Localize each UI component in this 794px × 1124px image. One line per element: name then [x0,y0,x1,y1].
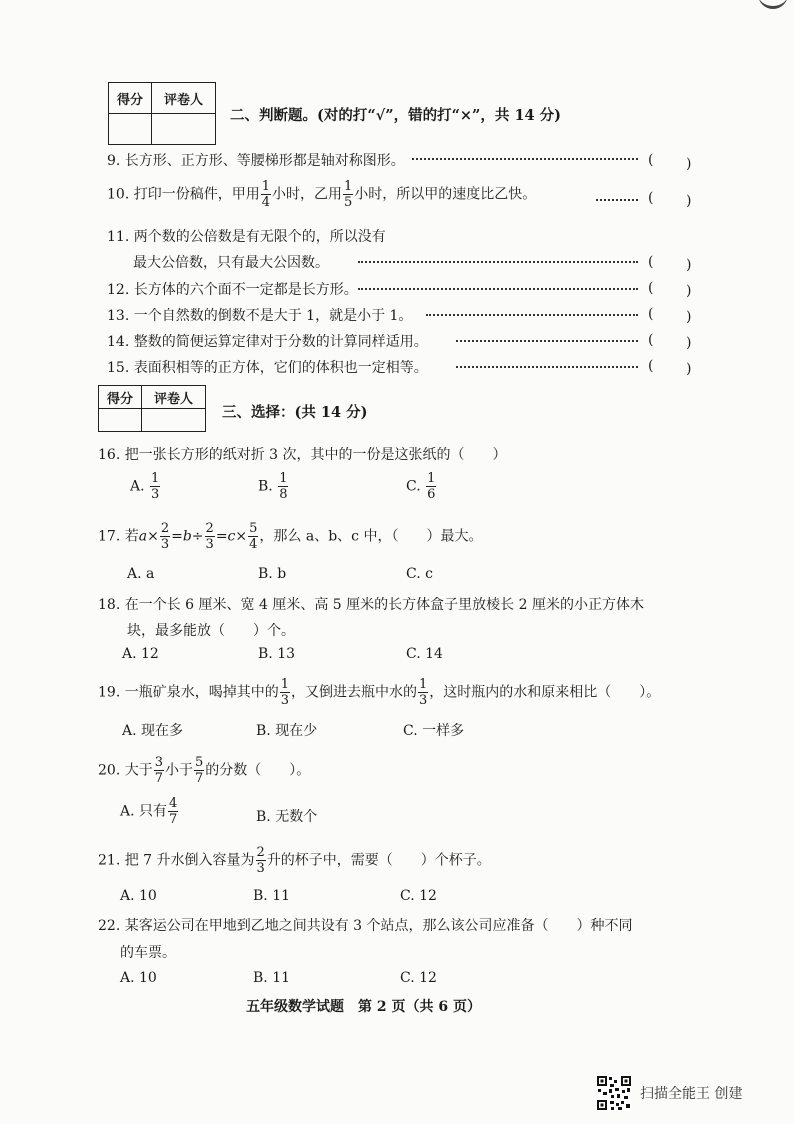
answer-paren-open: ( [648,332,654,348]
fraction: $\frac{5}{7}$ [195,755,204,786]
fraction: $\frac{5}{4}$ [249,521,258,552]
answer-paren-close: ) [686,193,692,209]
q22-text-line1: 22. 某客运公司在甲地到乙地之间共设有 3 个站点，那么该公司应准备（ ）种不同 [98,918,633,934]
answer-paren-open: ( [648,306,654,322]
q9-text: 9. 长方形、正方形、等腰梯形都是轴对称图形。 [107,153,405,169]
fraction: $\frac{1}{3}$ [419,677,428,708]
q11-text-line1: 11. 两个数的公倍数是有无限个的，所以没有 [107,229,386,245]
fraction: $\frac{3}{7}$ [154,755,163,786]
corner-mark [758,0,788,9]
q16-option-a[interactable]: A. $\frac{1}{3}$ [130,471,160,502]
answer-paren-open: ( [648,280,654,296]
fraction: $\frac{1}{6}$ [427,471,436,502]
q20-option-a[interactable]: A. 只有 $\frac{4}{7}$ [120,796,178,827]
section2-title: 二、判断题。(对的打“√”，错的打“×”，共 14 分) [230,107,562,124]
section3-title: 三、选择：(共 14 分) [222,404,368,421]
grader-cell[interactable] [152,114,216,145]
q14-text: 14. 整数的简便运算定律对于分数的计算同样适用。 [107,334,428,350]
q21-option-b[interactable]: B. 11 [253,888,291,904]
q16-text: 16. 把一张长方形的纸对折 3 次，其中的一份是这张纸的（ ） [98,447,507,463]
q16-option-b[interactable]: B. $\frac{1}{8}$ [258,471,288,502]
grader-cell[interactable] [142,409,206,432]
q10-part1: 10. 打印一份稿件，甲用 [107,186,260,203]
fraction: $\frac{1}{3}$ [280,677,289,708]
answer-paren-open: ( [648,358,654,374]
scanner-brand: 扫描全能王 创建 [640,1086,743,1102]
fraction: $\frac{1}{8}$ [279,471,288,502]
q10-text [107,180,536,209]
fraction: $\frac{2}{3}$ [256,845,265,876]
grader-label: 评卷人 [142,386,206,409]
answer-paren-close: ) [686,283,692,299]
q18-text-line1: 18. 在一个长 6 厘米、宽 4 厘米、高 5 厘米的长方体盒子里放棱长 2 厘米的小正方体木 [98,597,644,613]
q19-text: 19. 一瓶矿泉水，喝掉其中的 $\frac{1}{3}$ ，又倒进去瓶中水的 $\frac{1}{3}$ ，这时瓶内的水和原来相比（ ）。 [98,677,661,708]
q20-text: 20. 大于 $\frac{3}{7}$ 小于 $\frac{5}{7}$ 的分数（ ）。 [98,755,311,786]
q10-part2: 小时，乙用 [272,186,342,203]
leader-dots [358,288,638,290]
q18-option-c[interactable]: C. 14 [406,646,443,662]
grader-label: 评卷人 [152,83,216,114]
q22-option-a[interactable]: A. 10 [120,970,157,986]
q16-option-c[interactable]: C. $\frac{1}{6}$ [406,471,436,502]
q17-option-c[interactable]: C. c [406,566,433,582]
answer-paren-open: ( [648,190,654,206]
q18-option-b[interactable]: B. 13 [258,646,296,662]
q10-part3: 小时，所以甲的速度比乙快。 [354,186,537,203]
q13-text: 13. 一个自然数的倒数不是大于 1，就是小于 1。 [107,308,413,324]
answer-paren-open: ( [648,254,654,270]
leader-dots [456,340,638,342]
q12-text: 12. 长方体的六个面不一定都是长方形。 [107,282,358,298]
score-cell[interactable] [109,114,152,145]
fraction: $\frac{1}{3}$ [151,471,160,502]
q19-option-a[interactable]: A. 现在多 [122,723,184,739]
score-box-section3 [98,385,206,432]
q15-text: 15. 表面积相等的正方体，它们的体积也一定相等。 [107,360,428,376]
answer-paren-close: ) [686,335,692,351]
score-box-section2 [108,82,216,145]
answer-paren-close: ) [686,361,692,377]
answer-paren-open: ( [648,152,654,168]
q17-option-a[interactable]: A. a [127,566,155,582]
score-label: 得分 [99,386,142,409]
q19-option-b[interactable]: B. 现在少 [256,723,318,739]
leader-dots [358,261,638,263]
answer-paren-close: ) [686,309,692,325]
q17-option-b[interactable]: B. b [258,566,287,582]
fraction: $\frac{1}{4}$ [261,179,270,210]
q17-text: 17. 若a× $\frac{2}{3}$ =b÷ $\frac{2}{3}$ =c× $\frac{5}{4}$ ，那么 a、b、c 中，（ ）最大。 [98,521,483,552]
fraction: $\frac{1}{5}$ [344,179,353,210]
fraction: $\frac{2}{3}$ [160,521,170,552]
fraction: $\frac{4}{7}$ [169,796,178,827]
q22-option-b[interactable]: B. 11 [253,970,291,986]
q22-option-c[interactable]: C. 12 [400,970,437,986]
fraction: $\frac{2}{3}$ [205,521,214,552]
q21-option-c[interactable]: C. 12 [400,888,437,904]
answer-paren-close: ) [686,156,692,172]
q19-option-c[interactable]: C. 一样多 [403,723,465,739]
leader-dots [596,199,638,201]
q11-text-line2: 最大公倍数，只有最大公因数。 [133,255,329,271]
qr-code-icon [596,1075,632,1111]
leader-dots [426,314,638,316]
leader-dots [412,158,638,160]
q21-option-a[interactable]: A. 10 [120,888,157,904]
score-cell[interactable] [99,409,142,432]
score-label: 得分 [109,83,152,114]
q21-text: 21. 把 7 升水倒入容量为 $\frac{2}{3}$ 升的杯子中，需要（ ）个杯子。 [98,845,491,876]
page-footer: 五年级数学试题 第 2 页（共 6 页） [246,999,481,1015]
q18-option-a[interactable]: A. 12 [122,646,159,662]
leader-dots [456,366,638,368]
q20-option-b[interactable]: B. 无数个 [256,809,318,825]
q18-text-line2: 块，最多能放（ ）个。 [127,623,295,639]
q22-text-line2: 的车票。 [120,945,176,961]
answer-paren-close: ) [686,257,692,273]
